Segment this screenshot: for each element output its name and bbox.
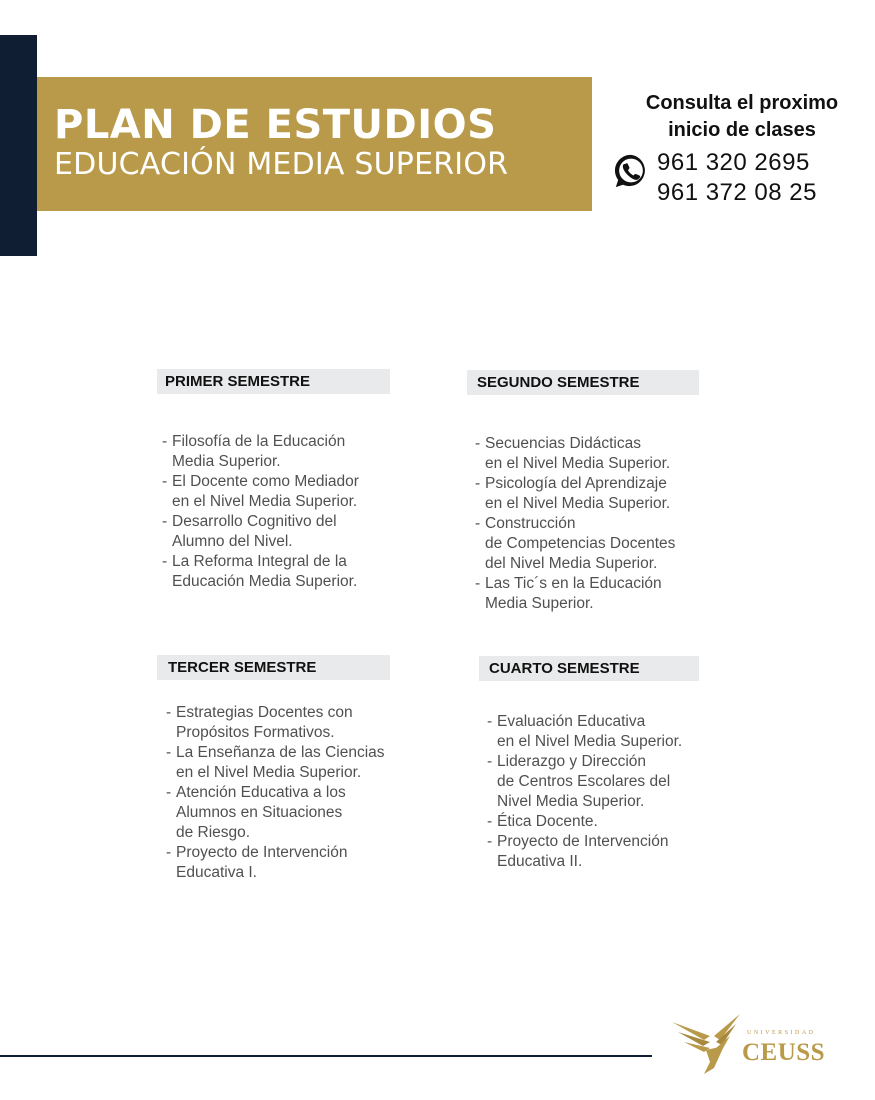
course-name: Las Tic´s en la Educación Media Superior. <box>485 575 662 612</box>
contact-heading-line1: Consulta el proximo <box>645 92 839 114</box>
course-name: Liderazgo y Dirección de Centros Escolares del Nivel Media Superior. <box>497 753 671 810</box>
semester-header-4: CUARTO SEMESTRE <box>479 656 699 681</box>
contact-block <box>612 90 862 208</box>
course-name: Estrategias Docentes con Propósitos Formativos. <box>176 704 353 741</box>
course-item: - Construcción de Competencias Docentes del Nivel Media Superior. <box>475 515 676 572</box>
course-item: - Secuencias Didácticas en el Nivel Media Superior. <box>475 435 671 472</box>
course-list-2 <box>475 434 715 614</box>
course-name: Filosofía de la Educación Media Superior. <box>172 433 346 470</box>
course-name: Secuencias Didácticas en el Nivel Media Superior. <box>485 435 671 472</box>
course-item: - Psicología del Aprendizaje en el Nivel Media Superior. <box>475 475 671 512</box>
page-title: PLAN DE ESTUDIOS <box>54 102 497 148</box>
course-item: - Desarrollo Cognitivo del Alumno del Nivel. <box>162 513 337 550</box>
contact-heading-line2: inicio de clases <box>668 119 816 141</box>
course-item: - Liderazgo y Dirección de Centros Escolares del Nivel Media Superior. <box>487 753 671 810</box>
course-name: La Enseñanza de las Ciencias en el Nivel Media Superior. <box>176 744 385 781</box>
page-subtitle: EDUCACIÓN MEDIA SUPERIOR <box>54 147 509 182</box>
course-name: Desarrollo Cognitivo del Alumno del Nivel. <box>172 513 337 550</box>
navy-accent-bar <box>0 35 37 256</box>
course-name: Ética Docente. <box>497 813 598 830</box>
course-item: - La Reforma Integral de la Educación Media Superior. <box>162 553 358 590</box>
course-name: Proyecto de Intervención Educativa I. <box>176 844 348 881</box>
phone-list <box>612 148 862 208</box>
footer-divider <box>0 1055 652 1057</box>
course-item: - Filosofía de la Educación Media Superior. <box>162 433 346 470</box>
course-item: - El Docente como Mediador en el Nivel Media Superior. <box>162 473 359 510</box>
course-item: - Ética Docente. <box>487 813 598 830</box>
course-item: - Evaluación Educativa en el Nivel Media Superior. <box>487 713 683 750</box>
phone-number-1[interactable]: 961 320 2695 <box>657 149 810 176</box>
course-item: - Proyecto de Intervención Educativa I. <box>166 844 348 881</box>
course-list-4 <box>487 712 727 872</box>
course-name: El Docente como Mediador en el Nivel Media Superior. <box>172 473 359 510</box>
course-name: La Reforma Integral de la Educación Media Superior. <box>172 553 358 590</box>
course-item: - Las Tic´s en la Educación Media Superior. <box>475 575 662 612</box>
whatsapp-icon <box>612 152 650 190</box>
course-name: Evaluación Educativa en el Nivel Media Superior. <box>497 713 683 750</box>
course-item: - Estrategias Docentes con Propósitos Formativos. <box>166 704 353 741</box>
course-name: Construcción de Competencias Docentes del Nivel Media Superior. <box>485 515 676 572</box>
semester-header-2: SEGUNDO SEMESTRE <box>467 370 699 395</box>
logo-small-text: UNIVERSIDAD <box>747 1030 816 1036</box>
contact-heading <box>612 90 862 144</box>
semester-header-1: PRIMER SEMESTRE <box>157 369 390 394</box>
course-name: Psicología del Aprendizaje en el Nivel Media Superior. <box>485 475 671 512</box>
course-item: - Proyecto de Intervención Educativa II. <box>487 833 669 870</box>
course-name: Atención Educativa a los Alumnos en Situaciones de Riesgo. <box>176 784 346 841</box>
course-item: - Atención Educativa a los Alumnos en Situaciones de Riesgo. <box>166 784 346 841</box>
phone-number-2[interactable]: 961 372 08 25 <box>657 179 817 206</box>
logo-name: CEUSS <box>742 1039 826 1066</box>
semester-header-3: TERCER SEMESTRE <box>157 655 390 680</box>
course-item: - La Enseñanza de las Ciencias en el Nivel Media Superior. <box>166 744 385 781</box>
course-list-1 <box>162 432 402 592</box>
course-name: Proyecto de Intervención Educativa II. <box>497 833 669 870</box>
title-banner <box>37 77 592 211</box>
course-list-3 <box>166 703 416 883</box>
